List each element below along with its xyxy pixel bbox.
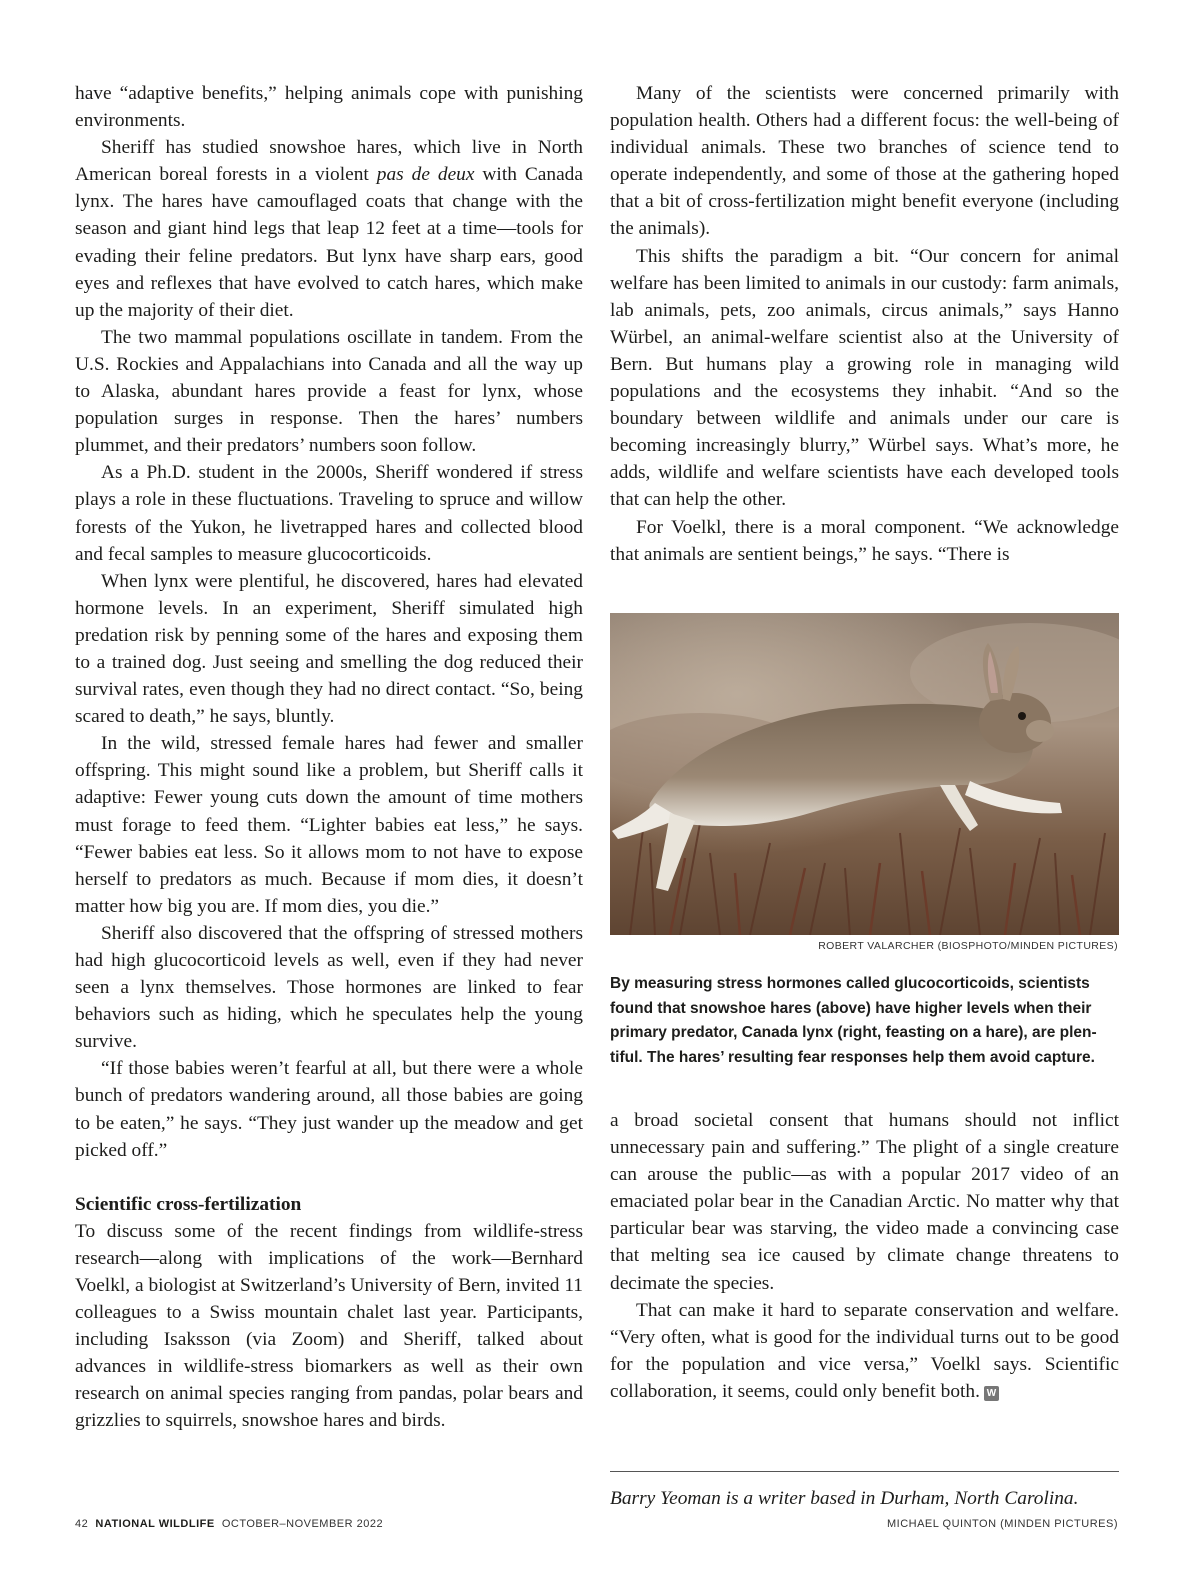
- italic-phrase: pas de deux: [376, 164, 475, 186]
- body-paragraph: “If those babies weren’t fearful at all, but there were a whole bunch of predators wandering around, all those babies are going to be eaten,” he says. “They just wander up the meadow and get picked off.”: [75, 1058, 583, 1161]
- body-text: Sheriff has studied snowshoe hares, which live in North American boreal forests in a violent: [75, 137, 583, 186]
- body-paragraph: have “adaptive benefits,” helping animals cope with punishing environments.: [75, 83, 583, 132]
- body-paragraph: To discuss some of the recent findings from wildlife-stress research—along with implications of the work—Bernhard Voelkl, a biologist at Switzerland’s University of Bern, invited 11 colleagues to a Swiss mountain chalet last year. Participants, including Isaksson (via Zoom) and Sheriff, talked about advances in wildlife-stress biomarkers as well as their own research on animal species ranging from pandas, polar bears and grizzlies to squirrels, snowshoe hares and birds.: [75, 1220, 583, 1432]
- body-paragraph: [610, 1297, 1119, 1405]
- body-paragraph: Many of the scientists were concerned primarily with population health. Others had a different focus: the well-being of individual animals. These two branches of science tend to operate independently, and some of those at the gathering hoped that a bit of cross-fertilization might benefit everyone (including the animals).: [610, 83, 1119, 240]
- body-paragraph: [75, 134, 583, 324]
- hare-photo-illustration: [610, 613, 1119, 935]
- body-paragraph: a broad societal consent that humans should not inflict unnecessary pain and suffering.” The plight of a single creature can arouse the public—as with a popular 2017 video of an emaciated polar bear in the Canadian Arctic. No matter why that particular bear was starving, the video made a convincing case that melting sea ice caused by climate change threatens to decimate the species.: [610, 1110, 1119, 1294]
- right-column: [610, 80, 1119, 568]
- body-text: with Canada lynx. The hares have camouflaged coats that change with the season and giant hind legs that leap 12 feet at a time—tools for evading their feline predators. But lynx have sharp ears, good eyes and reflexes that have evolved to catch hares, which make up the majority of their diet.: [75, 164, 583, 321]
- left-column: [75, 80, 583, 1435]
- body-paragraph: For Voelkl, there is a moral component. “We acknowledge that animals are sentient beings,” he says. “There is: [610, 516, 1119, 565]
- body-paragraph: The two mammal populations oscillate in tandem. From the U.S. Rockies and Appalachians into Canada and all the way up to Alaska, abundant hares provide a feast for lynx, whose population surges in response. Then the hares’ numbers plummet, and their predators’ numbers soon follow.: [75, 326, 583, 457]
- right-column-continued: [610, 1107, 1119, 1405]
- photo-caption: By measuring stress hormones called glucocorticoids, scientists found that snowshoe hares (above) have higher levels when their primary predator, Canada lynx (right, feasting on a hare), are plentiful. The hares’ resulting fear responses help them avoid capture.: [610, 975, 1097, 1066]
- page-footer: [75, 1518, 383, 1530]
- page-number: 42: [75, 1518, 89, 1530]
- body-paragraph: When lynx were plentiful, he discovered, hares had elevated hormone levels. In an experiment, Sheriff simulated high predation risk by penning some of the hares and exposing them to a trained dog. Just seeing and smelling the dog reduced their survival rates, even though they had no direct contact. “So, being scared to death,” he says, bluntly.: [75, 570, 583, 728]
- body-paragraph: In the wild, stressed female hares had fewer and smaller offspring. This might sound like a problem, but Sheriff calls it adaptive: Fewer young cuts down the amount of time mothers must forage to feed them. “Lighter babies eat less,” he says. “Fewer babies eat less. So it allows mom to not have to expose herself to predators as much. Because if mom dies, it doesn’t matter how big you are. If mom dies, you die.”: [75, 733, 583, 917]
- hare-photo: [610, 613, 1119, 935]
- issue-date: OCTOBER–NOVEMBER 2022: [221, 1518, 384, 1530]
- section-heading: Scientific cross-fertilization: [75, 1193, 302, 1215]
- byline-divider: [610, 1471, 1119, 1472]
- body-paragraph: This shifts the paradigm a bit. “Our concern for animal welfare has been limited to animals in our custody: farm animals, lab animals, pets, zoo animals, circus animals,” says Hanno Würbel, an animal-welfare scientist also at the University of Bern. But humans play a growing role in managing wild populations and the ecosystems they inhabit. “And so the boundary between wildlife and animals under our care is becoming increasingly blurry,” Würbel says. What’s more, he adds, wildlife and welfare scientists have each developed tools that can help the other.: [610, 245, 1119, 511]
- footer-photo-credit: MICHAEL QUINTON (MINDEN PICTURES): [886, 1518, 1118, 1530]
- end-mark-icon: W: [984, 1386, 999, 1401]
- photo-credit: ROBERT VALARCHER (BIOSPHOTO/MINDEN PICTURES): [818, 940, 1118, 952]
- body-text: That can make it hard to separate conservation and welfare. “Very often, what is good for the individual turns out to be good for the population and vice versa,” Voelkl says. Scientific collaboration, it seems, could only benefit both.: [610, 1299, 1119, 1402]
- magazine-name: NATIONAL WILDLIFE: [95, 1518, 215, 1530]
- author-byline: Barry Yeoman is a writer based in Durham, North Carolina.: [610, 1488, 1079, 1509]
- body-paragraph: Sheriff also discovered that the offspring of stressed mothers had high glucocorticoid levels as well, even if they had never seen a lynx themselves. Those hormones are linked to fear behaviors such as hiding, which he speculates help the young survive.: [75, 922, 583, 1053]
- body-paragraph: As a Ph.D. student in the 2000s, Sheriff wondered if stress plays a role in these fluctuations. Traveling to spruce and willow forests of the Yukon, he livetrapped hares and collected blood and fecal samples to measure glucocorticoids.: [75, 462, 583, 565]
